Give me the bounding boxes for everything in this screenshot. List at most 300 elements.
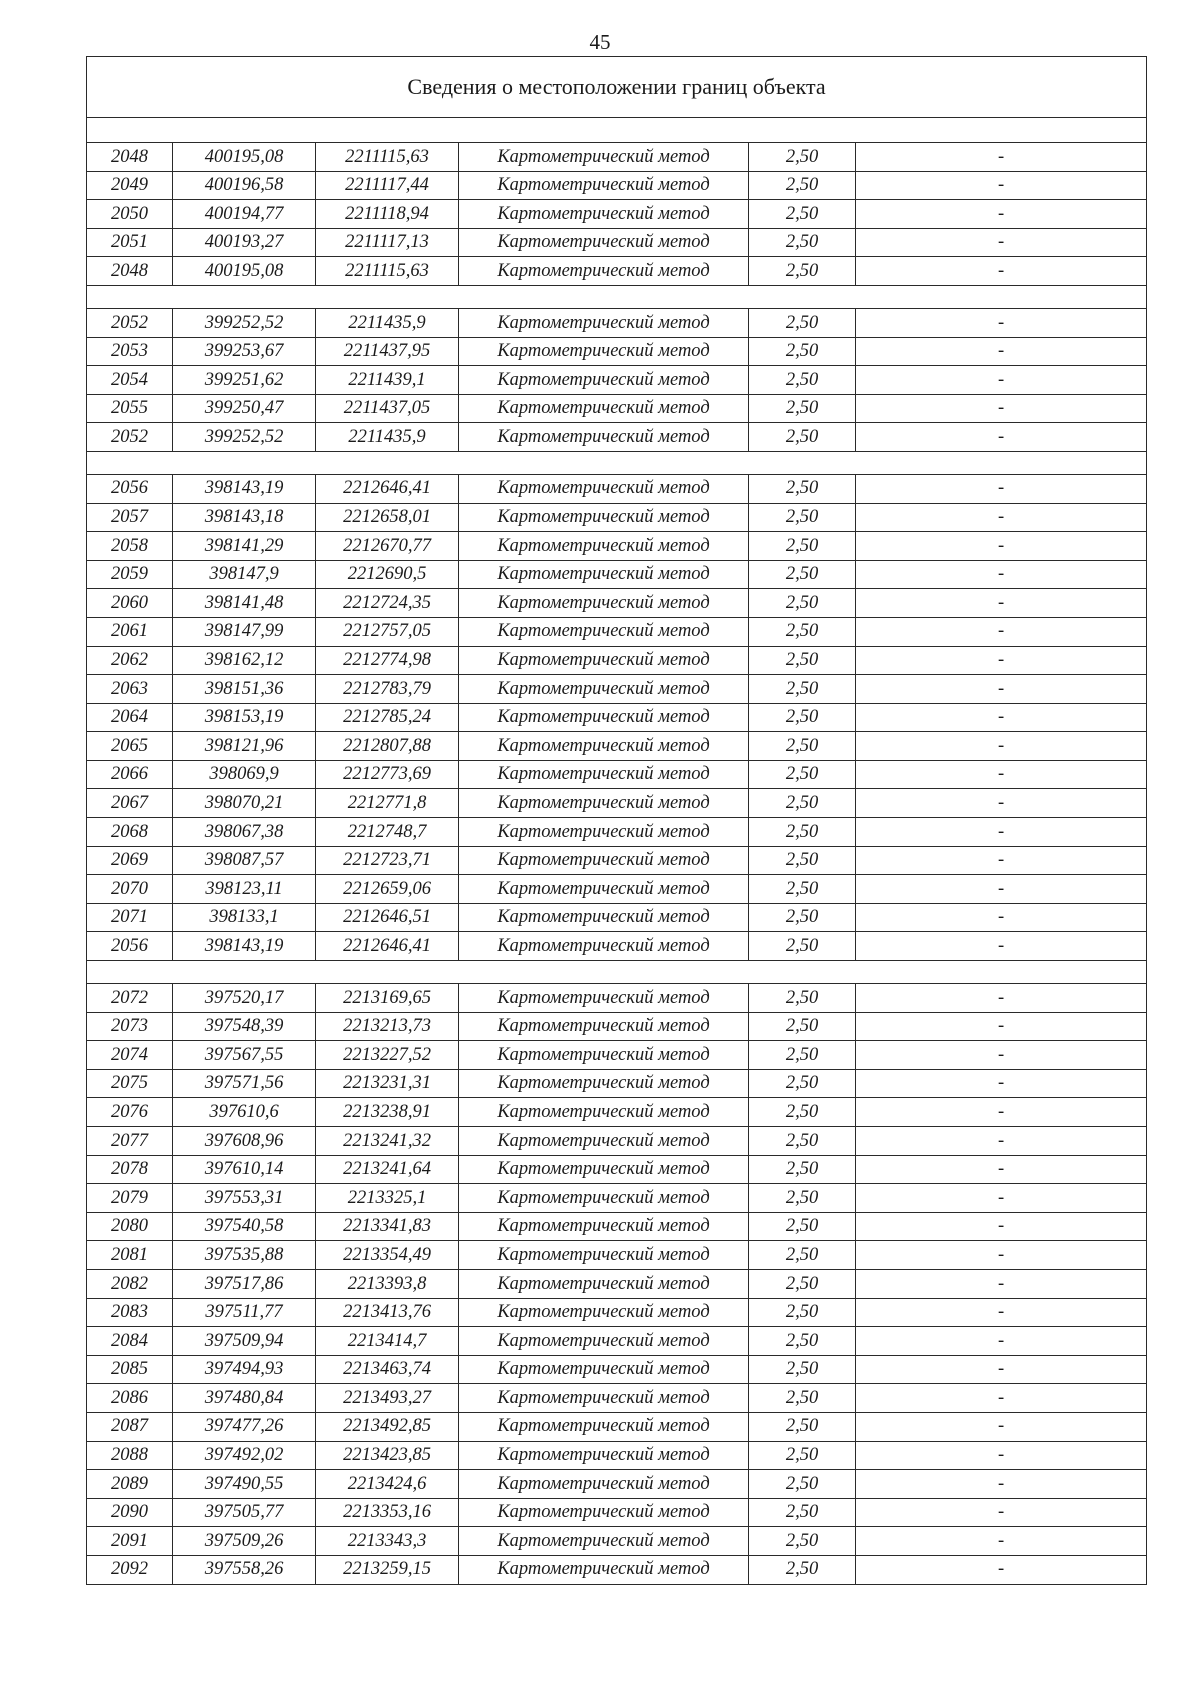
point-number-cell: 2092 <box>87 1555 173 1584</box>
table-body <box>87 57 1147 1585</box>
y-coordinate-cell: 2213343,3 <box>316 1527 459 1556</box>
accuracy-cell: 2,50 <box>749 1470 856 1499</box>
table-row <box>87 1470 1147 1499</box>
y-coordinate-cell: 2213241,32 <box>316 1127 459 1156</box>
method-cell: Картометрический метод <box>459 560 749 589</box>
method-cell: Картометрический метод <box>459 846 749 875</box>
method-cell: Картометрический метод <box>459 818 749 847</box>
description-cell: - <box>856 337 1147 366</box>
point-number-cell: 2077 <box>87 1127 173 1156</box>
method-cell: Картометрический метод <box>459 1269 749 1298</box>
x-coordinate-cell: 397558,26 <box>173 1555 316 1584</box>
x-coordinate-cell: 397610,14 <box>173 1155 316 1184</box>
method-cell: Картометрический метод <box>459 394 749 423</box>
y-coordinate-cell: 2213393,8 <box>316 1269 459 1298</box>
description-cell: - <box>856 366 1147 395</box>
point-number-cell: 2068 <box>87 818 173 847</box>
method-cell: Картометрический метод <box>459 1355 749 1384</box>
description-cell: - <box>856 1355 1147 1384</box>
description-cell: - <box>856 532 1147 561</box>
y-coordinate-cell: 2212748,7 <box>316 818 459 847</box>
description-cell: - <box>856 200 1147 229</box>
point-number-cell: 2057 <box>87 503 173 532</box>
accuracy-cell: 2,50 <box>749 474 856 503</box>
point-number-cell: 2056 <box>87 474 173 503</box>
method-cell: Картометрический метод <box>459 675 749 704</box>
point-number-cell: 2065 <box>87 732 173 761</box>
separator-cell <box>87 961 1147 984</box>
description-cell: - <box>856 1069 1147 1098</box>
accuracy-cell: 2,50 <box>749 1212 856 1241</box>
y-coordinate-cell: 2212771,8 <box>316 789 459 818</box>
x-coordinate-cell: 397480,84 <box>173 1384 316 1413</box>
description-cell: - <box>856 228 1147 257</box>
accuracy-cell: 2,50 <box>749 1412 856 1441</box>
table-row <box>87 789 1147 818</box>
y-coordinate-cell: 2213424,6 <box>316 1470 459 1499</box>
table-row <box>87 1069 1147 1098</box>
description-cell: - <box>856 984 1147 1013</box>
point-number-cell: 2071 <box>87 903 173 932</box>
method-cell: Картометрический метод <box>459 1212 749 1241</box>
method-cell: Картометрический метод <box>459 646 749 675</box>
y-coordinate-cell: 2212646,41 <box>316 474 459 503</box>
table-row <box>87 703 1147 732</box>
table-row <box>87 560 1147 589</box>
description-cell: - <box>856 171 1147 200</box>
accuracy-cell: 2,50 <box>749 789 856 818</box>
table-row <box>87 171 1147 200</box>
table-row <box>87 257 1147 286</box>
method-cell: Картометрический метод <box>459 1298 749 1327</box>
table-row <box>87 394 1147 423</box>
table-row <box>87 617 1147 646</box>
point-number-cell: 2054 <box>87 366 173 395</box>
point-number-cell: 2062 <box>87 646 173 675</box>
description-cell: - <box>856 1241 1147 1270</box>
y-coordinate-cell: 2212646,51 <box>316 903 459 932</box>
table-row <box>87 875 1147 904</box>
y-coordinate-cell: 2213354,49 <box>316 1241 459 1270</box>
y-coordinate-cell: 2212773,69 <box>316 760 459 789</box>
accuracy-cell: 2,50 <box>749 846 856 875</box>
table-row <box>87 589 1147 618</box>
description-cell: - <box>856 1012 1147 1041</box>
point-number-cell: 2090 <box>87 1498 173 1527</box>
x-coordinate-cell: 398070,21 <box>173 789 316 818</box>
table-row <box>87 200 1147 229</box>
y-coordinate-cell: 2211115,63 <box>316 257 459 286</box>
group-separator-row <box>87 451 1147 474</box>
method-cell: Картометрический метод <box>459 532 749 561</box>
point-number-cell: 2087 <box>87 1412 173 1441</box>
method-cell: Картометрический метод <box>459 1527 749 1556</box>
description-cell: - <box>856 1470 1147 1499</box>
point-number-cell: 2080 <box>87 1212 173 1241</box>
method-cell: Картометрический метод <box>459 1412 749 1441</box>
method-cell: Картометрический метод <box>459 1241 749 1270</box>
description-cell: - <box>856 1098 1147 1127</box>
description-cell: - <box>856 143 1147 172</box>
y-coordinate-cell: 2212785,24 <box>316 703 459 732</box>
x-coordinate-cell: 397535,88 <box>173 1241 316 1270</box>
description-cell: - <box>856 257 1147 286</box>
table-row <box>87 308 1147 337</box>
point-number-cell: 2052 <box>87 423 173 452</box>
table-row <box>87 1384 1147 1413</box>
table-row <box>87 1241 1147 1270</box>
method-cell: Картометрический метод <box>459 1327 749 1356</box>
y-coordinate-cell: 2213231,31 <box>316 1069 459 1098</box>
y-coordinate-cell: 2213463,74 <box>316 1355 459 1384</box>
y-coordinate-cell: 2212646,41 <box>316 932 459 961</box>
y-coordinate-cell: 2211437,05 <box>316 394 459 423</box>
method-cell: Картометрический метод <box>459 1069 749 1098</box>
accuracy-cell: 2,50 <box>749 228 856 257</box>
description-cell: - <box>856 560 1147 589</box>
accuracy-cell: 2,50 <box>749 1384 856 1413</box>
y-coordinate-cell: 2211117,44 <box>316 171 459 200</box>
accuracy-cell: 2,50 <box>749 1184 856 1213</box>
accuracy-cell: 2,50 <box>749 875 856 904</box>
x-coordinate-cell: 398143,19 <box>173 932 316 961</box>
point-number-cell: 2064 <box>87 703 173 732</box>
description-cell: - <box>856 1184 1147 1213</box>
accuracy-cell: 2,50 <box>749 503 856 532</box>
accuracy-cell: 2,50 <box>749 617 856 646</box>
x-coordinate-cell: 397608,96 <box>173 1127 316 1156</box>
x-coordinate-cell: 399252,52 <box>173 308 316 337</box>
point-number-cell: 2082 <box>87 1269 173 1298</box>
method-cell: Картометрический метод <box>459 1470 749 1499</box>
x-coordinate-cell: 398123,11 <box>173 875 316 904</box>
y-coordinate-cell: 2211437,95 <box>316 337 459 366</box>
y-coordinate-cell: 2211117,13 <box>316 228 459 257</box>
table-row <box>87 366 1147 395</box>
method-cell: Картометрический метод <box>459 200 749 229</box>
y-coordinate-cell: 2213423,85 <box>316 1441 459 1470</box>
x-coordinate-cell: 397567,55 <box>173 1041 316 1070</box>
point-number-cell: 2048 <box>87 143 173 172</box>
y-coordinate-cell: 2213413,76 <box>316 1298 459 1327</box>
table-row <box>87 903 1147 932</box>
accuracy-cell: 2,50 <box>749 1327 856 1356</box>
description-cell: - <box>856 875 1147 904</box>
description-cell: - <box>856 1298 1147 1327</box>
table-row <box>87 760 1147 789</box>
y-coordinate-cell: 2213227,52 <box>316 1041 459 1070</box>
accuracy-cell: 2,50 <box>749 760 856 789</box>
table-row <box>87 932 1147 961</box>
point-number-cell: 2056 <box>87 932 173 961</box>
accuracy-cell: 2,50 <box>749 200 856 229</box>
method-cell: Картометрический метод <box>459 474 749 503</box>
separator-cell <box>87 451 1147 474</box>
description-cell: - <box>856 1155 1147 1184</box>
x-coordinate-cell: 397553,31 <box>173 1184 316 1213</box>
y-coordinate-cell: 2212690,5 <box>316 560 459 589</box>
point-number-cell: 2074 <box>87 1041 173 1070</box>
accuracy-cell: 2,50 <box>749 703 856 732</box>
accuracy-cell: 2,50 <box>749 1355 856 1384</box>
point-number-cell: 2088 <box>87 1441 173 1470</box>
x-coordinate-cell: 399251,62 <box>173 366 316 395</box>
description-cell: - <box>856 1041 1147 1070</box>
method-cell: Картометрический метод <box>459 1555 749 1584</box>
method-cell: Картометрический метод <box>459 171 749 200</box>
table-row <box>87 1155 1147 1184</box>
accuracy-cell: 2,50 <box>749 560 856 589</box>
table-row <box>87 532 1147 561</box>
x-coordinate-cell: 398069,9 <box>173 760 316 789</box>
accuracy-cell: 2,50 <box>749 423 856 452</box>
table-row <box>87 1527 1147 1556</box>
x-coordinate-cell: 398147,9 <box>173 560 316 589</box>
accuracy-cell: 2,50 <box>749 171 856 200</box>
accuracy-cell: 2,50 <box>749 1498 856 1527</box>
point-number-cell: 2059 <box>87 560 173 589</box>
table-row <box>87 143 1147 172</box>
x-coordinate-cell: 398153,19 <box>173 703 316 732</box>
method-cell: Картометрический метод <box>459 366 749 395</box>
x-coordinate-cell: 397610,6 <box>173 1098 316 1127</box>
point-number-cell: 2085 <box>87 1355 173 1384</box>
accuracy-cell: 2,50 <box>749 1127 856 1156</box>
description-cell: - <box>856 760 1147 789</box>
description-cell: - <box>856 1555 1147 1584</box>
y-coordinate-cell: 2212807,88 <box>316 732 459 761</box>
x-coordinate-cell: 397517,86 <box>173 1269 316 1298</box>
method-cell: Картометрический метод <box>459 932 749 961</box>
table-row <box>87 1269 1147 1298</box>
y-coordinate-cell: 2212757,05 <box>316 617 459 646</box>
point-number-cell: 2075 <box>87 1069 173 1098</box>
description-cell: - <box>856 308 1147 337</box>
x-coordinate-cell: 397548,39 <box>173 1012 316 1041</box>
x-coordinate-cell: 398151,36 <box>173 675 316 704</box>
point-number-cell: 2070 <box>87 875 173 904</box>
description-cell: - <box>856 1498 1147 1527</box>
description-cell: - <box>856 846 1147 875</box>
table-row <box>87 1127 1147 1156</box>
y-coordinate-cell: 2211435,9 <box>316 308 459 337</box>
method-cell: Картометрический метод <box>459 760 749 789</box>
table-row <box>87 1441 1147 1470</box>
accuracy-cell: 2,50 <box>749 932 856 961</box>
x-coordinate-cell: 399252,52 <box>173 423 316 452</box>
table-row <box>87 474 1147 503</box>
x-coordinate-cell: 398141,29 <box>173 532 316 561</box>
description-cell: - <box>856 394 1147 423</box>
point-number-cell: 2091 <box>87 1527 173 1556</box>
x-coordinate-cell: 398121,96 <box>173 732 316 761</box>
accuracy-cell: 2,50 <box>749 394 856 423</box>
accuracy-cell: 2,50 <box>749 675 856 704</box>
point-number-cell: 2051 <box>87 228 173 257</box>
y-coordinate-cell: 2212774,98 <box>316 646 459 675</box>
point-number-cell: 2052 <box>87 308 173 337</box>
description-cell: - <box>856 1441 1147 1470</box>
method-cell: Картометрический метод <box>459 984 749 1013</box>
accuracy-cell: 2,50 <box>749 1155 856 1184</box>
accuracy-cell: 2,50 <box>749 366 856 395</box>
x-coordinate-cell: 398143,18 <box>173 503 316 532</box>
description-cell: - <box>856 1412 1147 1441</box>
description-cell: - <box>856 1269 1147 1298</box>
point-number-cell: 2055 <box>87 394 173 423</box>
table-row <box>87 228 1147 257</box>
table-row <box>87 1212 1147 1241</box>
accuracy-cell: 2,50 <box>749 1555 856 1584</box>
y-coordinate-cell: 2213353,16 <box>316 1498 459 1527</box>
description-cell: - <box>856 932 1147 961</box>
table-row <box>87 1012 1147 1041</box>
point-number-cell: 2072 <box>87 984 173 1013</box>
method-cell: Картометрический метод <box>459 423 749 452</box>
x-coordinate-cell: 397490,55 <box>173 1470 316 1499</box>
point-number-cell: 2061 <box>87 617 173 646</box>
y-coordinate-cell: 2211439,1 <box>316 366 459 395</box>
x-coordinate-cell: 397494,93 <box>173 1355 316 1384</box>
point-number-cell: 2069 <box>87 846 173 875</box>
accuracy-cell: 2,50 <box>749 1241 856 1270</box>
y-coordinate-cell: 2213213,73 <box>316 1012 459 1041</box>
x-coordinate-cell: 397540,58 <box>173 1212 316 1241</box>
method-cell: Картометрический метод <box>459 703 749 732</box>
accuracy-cell: 2,50 <box>749 1298 856 1327</box>
boundary-coordinates-table <box>86 56 1147 1585</box>
method-cell: Картометрический метод <box>459 1498 749 1527</box>
y-coordinate-cell: 2211118,94 <box>316 200 459 229</box>
accuracy-cell: 2,50 <box>749 646 856 675</box>
accuracy-cell: 2,50 <box>749 903 856 932</box>
method-cell: Картометрический метод <box>459 337 749 366</box>
point-number-cell: 2078 <box>87 1155 173 1184</box>
table-row <box>87 675 1147 704</box>
point-number-cell: 2086 <box>87 1384 173 1413</box>
table-title: Сведения о местоположении границ объекта <box>87 57 1147 118</box>
x-coordinate-cell: 398141,48 <box>173 589 316 618</box>
description-cell: - <box>856 474 1147 503</box>
table-spacer-row <box>87 118 1147 143</box>
x-coordinate-cell: 397492,02 <box>173 1441 316 1470</box>
accuracy-cell: 2,50 <box>749 1527 856 1556</box>
y-coordinate-cell: 2213241,64 <box>316 1155 459 1184</box>
y-coordinate-cell: 2213341,83 <box>316 1212 459 1241</box>
accuracy-cell: 2,50 <box>749 818 856 847</box>
group-separator-row <box>87 961 1147 984</box>
method-cell: Картометрический метод <box>459 1012 749 1041</box>
description-cell: - <box>856 503 1147 532</box>
page-number: 45 <box>589 30 611 54</box>
accuracy-cell: 2,50 <box>749 1441 856 1470</box>
description-cell: - <box>856 1527 1147 1556</box>
method-cell: Картометрический метод <box>459 875 749 904</box>
table-row <box>87 423 1147 452</box>
table-row <box>87 503 1147 532</box>
accuracy-cell: 2,50 <box>749 532 856 561</box>
accuracy-cell: 2,50 <box>749 1069 856 1098</box>
table-row <box>87 337 1147 366</box>
description-cell: - <box>856 675 1147 704</box>
point-number-cell: 2063 <box>87 675 173 704</box>
description-cell: - <box>856 1327 1147 1356</box>
x-coordinate-cell: 397477,26 <box>173 1412 316 1441</box>
accuracy-cell: 2,50 <box>749 1269 856 1298</box>
point-number-cell: 2048 <box>87 257 173 286</box>
point-number-cell: 2060 <box>87 589 173 618</box>
x-coordinate-cell: 398067,38 <box>173 818 316 847</box>
description-cell: - <box>856 1212 1147 1241</box>
description-cell: - <box>856 646 1147 675</box>
point-number-cell: 2049 <box>87 171 173 200</box>
accuracy-cell: 2,50 <box>749 257 856 286</box>
point-number-cell: 2089 <box>87 1470 173 1499</box>
description-cell: - <box>856 1127 1147 1156</box>
table-row <box>87 732 1147 761</box>
method-cell: Картометрический метод <box>459 1384 749 1413</box>
method-cell: Картометрический метод <box>459 617 749 646</box>
method-cell: Картометрический метод <box>459 1127 749 1156</box>
y-coordinate-cell: 2212723,71 <box>316 846 459 875</box>
accuracy-cell: 2,50 <box>749 1098 856 1127</box>
point-number-cell: 2066 <box>87 760 173 789</box>
accuracy-cell: 2,50 <box>749 308 856 337</box>
method-cell: Картометрический метод <box>459 732 749 761</box>
x-coordinate-cell: 397571,56 <box>173 1069 316 1098</box>
table-row <box>87 1412 1147 1441</box>
description-cell: - <box>856 423 1147 452</box>
table-row <box>87 1098 1147 1127</box>
x-coordinate-cell: 398133,1 <box>173 903 316 932</box>
x-coordinate-cell: 400195,08 <box>173 257 316 286</box>
accuracy-cell: 2,50 <box>749 1041 856 1070</box>
method-cell: Картометрический метод <box>459 1441 749 1470</box>
table-row <box>87 1327 1147 1356</box>
y-coordinate-cell: 2211435,9 <box>316 423 459 452</box>
y-coordinate-cell: 2212658,01 <box>316 503 459 532</box>
method-cell: Картометрический метод <box>459 1098 749 1127</box>
point-number-cell: 2053 <box>87 337 173 366</box>
y-coordinate-cell: 2213493,27 <box>316 1384 459 1413</box>
accuracy-cell: 2,50 <box>749 1012 856 1041</box>
method-cell: Картометрический метод <box>459 228 749 257</box>
x-coordinate-cell: 398143,19 <box>173 474 316 503</box>
method-cell: Картометрический метод <box>459 257 749 286</box>
table-row <box>87 646 1147 675</box>
y-coordinate-cell: 2212670,77 <box>316 532 459 561</box>
accuracy-cell: 2,50 <box>749 337 856 366</box>
x-coordinate-cell: 398162,12 <box>173 646 316 675</box>
point-number-cell: 2067 <box>87 789 173 818</box>
description-cell: - <box>856 789 1147 818</box>
x-coordinate-cell: 397511,77 <box>173 1298 316 1327</box>
x-coordinate-cell: 399250,47 <box>173 394 316 423</box>
point-number-cell: 2081 <box>87 1241 173 1270</box>
description-cell: - <box>856 703 1147 732</box>
method-cell: Картометрический метод <box>459 1155 749 1184</box>
table-row <box>87 846 1147 875</box>
accuracy-cell: 2,50 <box>749 984 856 1013</box>
table-row <box>87 1498 1147 1527</box>
y-coordinate-cell: 2213325,1 <box>316 1184 459 1213</box>
table-row <box>87 984 1147 1013</box>
method-cell: Картометрический метод <box>459 589 749 618</box>
y-coordinate-cell: 2213492,85 <box>316 1412 459 1441</box>
group-separator-row <box>87 285 1147 308</box>
point-number-cell: 2073 <box>87 1012 173 1041</box>
y-coordinate-cell: 2213238,91 <box>316 1098 459 1127</box>
